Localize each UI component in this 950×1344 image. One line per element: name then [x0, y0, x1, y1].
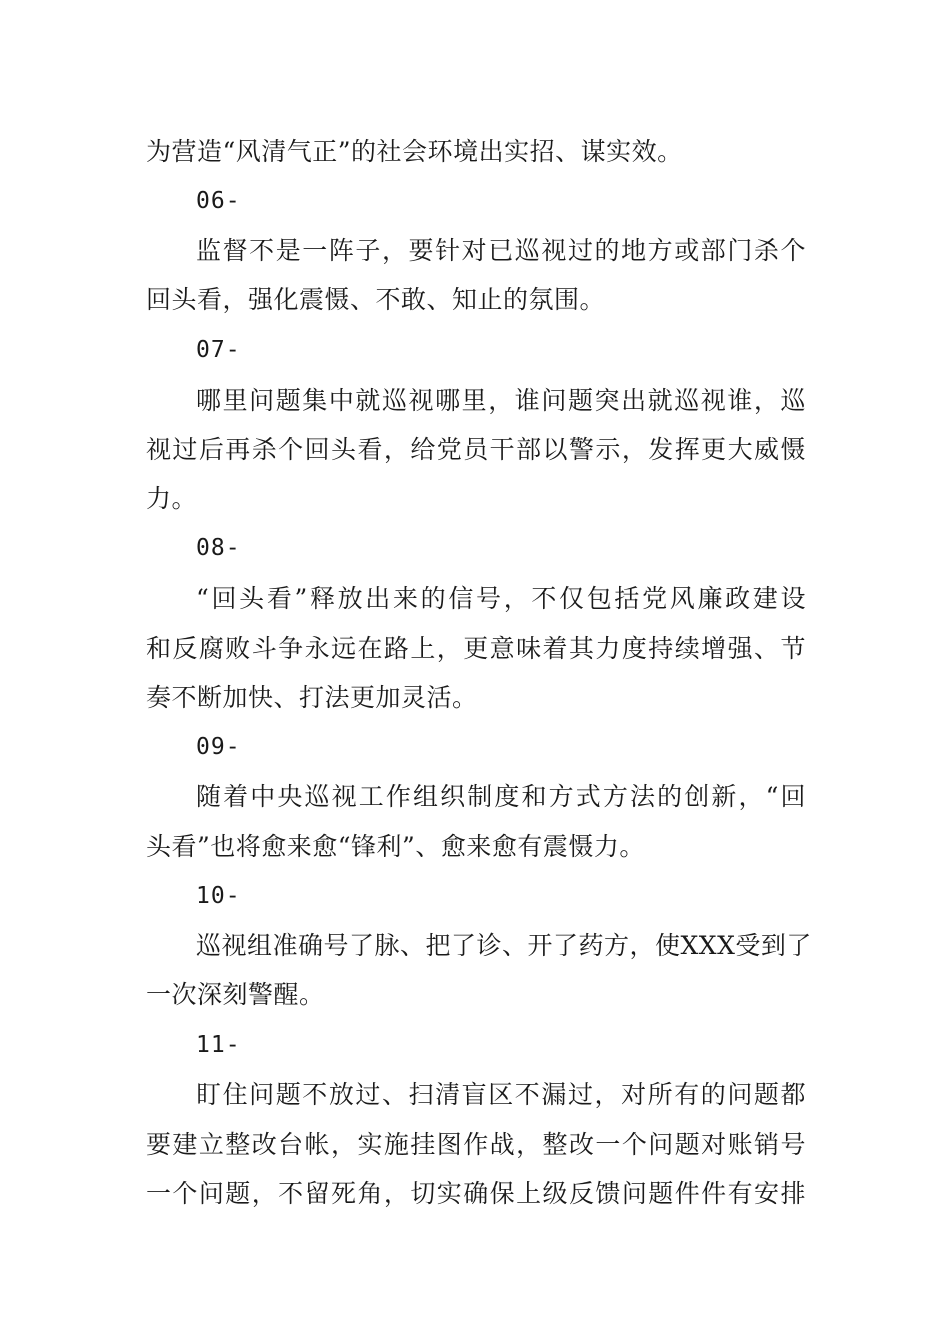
section-number: 11-	[196, 1032, 241, 1058]
paragraph-line: 巡视组准确号了脉、把了诊、开了药方，使XXX受到了	[196, 931, 812, 960]
paragraph-line: 一次深刻警醒。	[146, 980, 325, 1009]
paragraph-line: 力。	[146, 484, 198, 513]
paragraph-line: 要建立整改台帐，实施挂图作战，整改一个问题对账销号	[146, 1130, 806, 1159]
section-number: 10-	[196, 883, 241, 909]
paragraph-line: 监督不是一阵子，要针对已巡视过的地方或部门杀个	[196, 236, 806, 265]
paragraph-line: 头看”也将愈来愈“锋利”、愈来愈有震慑力。	[146, 832, 645, 861]
paragraph-line: 一个问题，不留死角，切实确保上级反馈问题件件有安排	[146, 1179, 806, 1208]
paragraph-line: 随着中央巡视工作组织制度和方式方法的创新，“回	[196, 782, 806, 811]
section-number: 08-	[196, 535, 241, 561]
paragraph-line: 奏不断加快、打法更加灵活。	[146, 683, 478, 712]
paragraph-line: 哪里问题集中就巡视哪里，谁问题突出就巡视谁，巡	[196, 386, 806, 415]
section-number: 09-	[196, 734, 241, 760]
paragraph-line: 为营造“风清气正”的社会环境出实招、谋实效。	[146, 137, 683, 166]
section-number: 06-	[196, 188, 241, 214]
paragraph-line: 和反腐败斗争永远在路上，更意味着其力度持续增强、节	[146, 634, 806, 663]
paragraph-line: “回头看”释放出来的信号，不仅包括党风廉政建设	[196, 584, 806, 613]
paragraph-line: 视过后再杀个回头看，给党员干部以警示，发挥更大威慑	[146, 435, 806, 464]
paragraph-line: 回头看，强化震慑、不敢、知止的氛围。	[146, 285, 606, 314]
section-number: 07-	[196, 337, 241, 363]
paragraph-line: 盯住问题不放过、扫清盲区不漏过，对所有的问题都	[196, 1080, 806, 1109]
